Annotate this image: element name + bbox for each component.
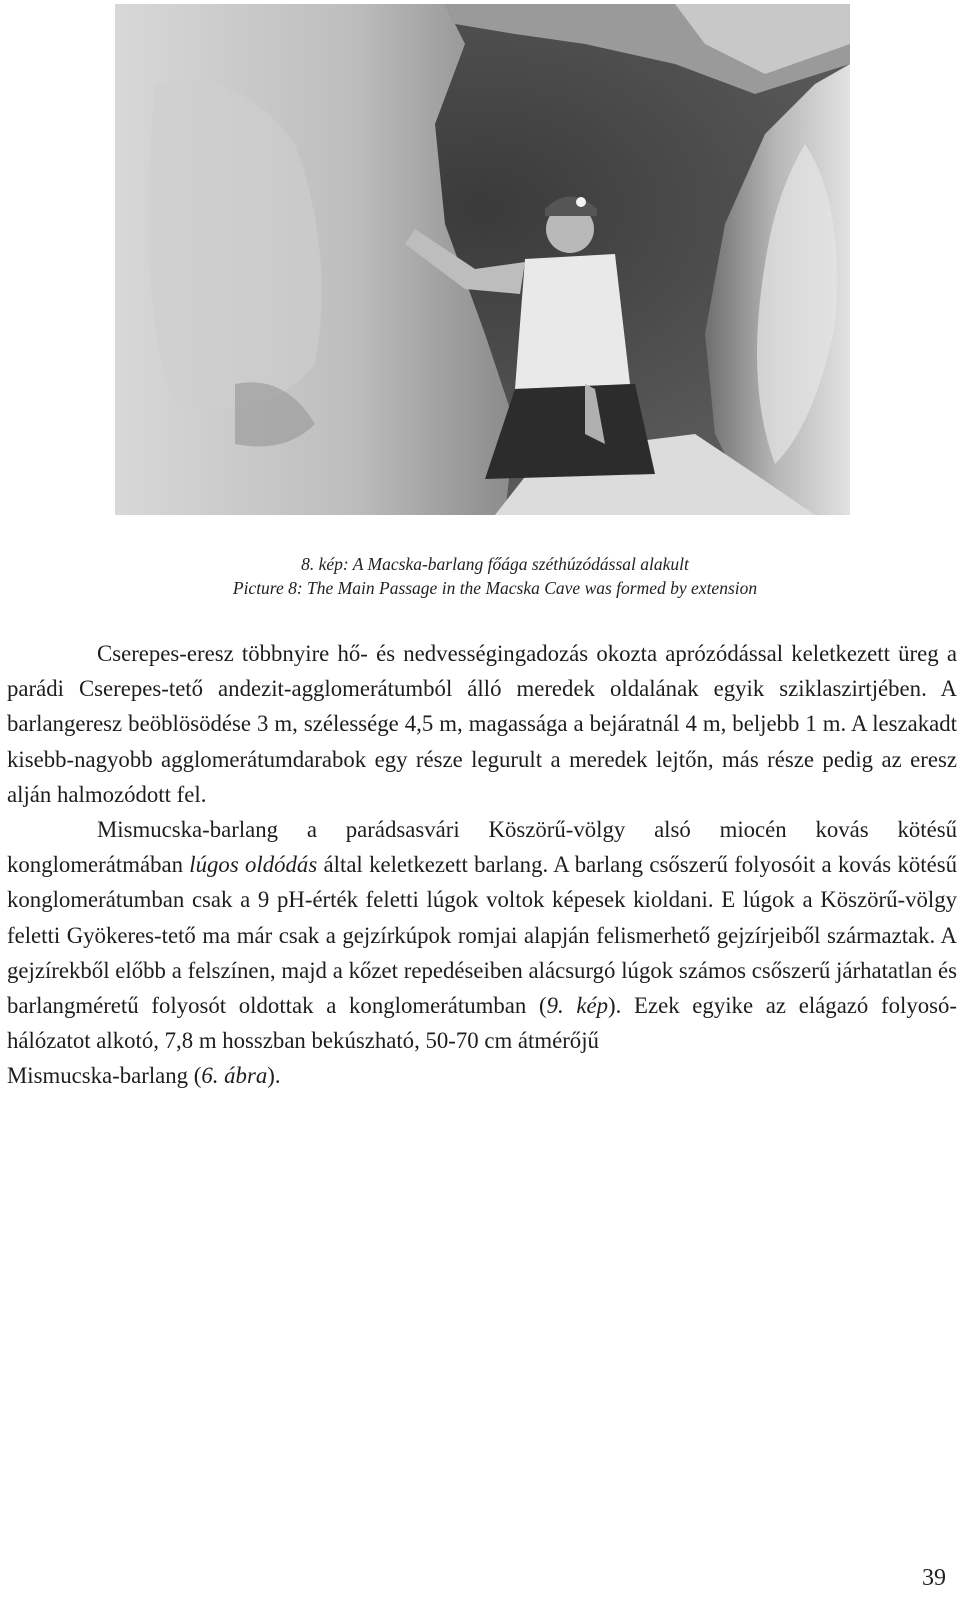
page-number: 39	[922, 1565, 946, 1591]
figure-caption	[0, 552, 960, 600]
paragraph2-text-5: ).	[267, 1063, 281, 1089]
paragraph-mismucska-barlang	[7, 812, 957, 1058]
paragraph2-text-3: ). Ezek egyike az elágazó folyosó-hálózatot alkotó, 7,8 m hosszban bekúszható, 50-70 cm átmérőjű	[7, 993, 958, 1054]
paragraph2-text-4: Mismucska-barlang (	[7, 1063, 202, 1089]
caption-hungarian: 8. kép: A Macska-barlang főága széthúzódással alakult	[301, 554, 689, 574]
cave-photo	[115, 4, 850, 515]
paragraph-cserepes-eresz: Cserepes-eresz többnyire hő- és nedvességingadozás okozta aprózódással keletkezett üreg a parádi Cserepes-tető andezit-agglomerátumból álló meredek oldalának egyik sziklaszirtjében. A barlangeresz beöblösödése 3 m, szélessége 4,5 m, magassága a bejáratnál 4 m, beljebb 1 m. A leszakadt kisebb-nagyobb agglomerátumdarabok egy része legurult a meredek lejtőn, más része pedig az eresz alján halmozódott fel.	[7, 641, 957, 807]
paragraph2-diagram-ref: 6. ábra	[201, 1063, 268, 1089]
paragraph2-figure-ref: 9. kép	[546, 993, 609, 1019]
caption-english: Picture 8: The Main Passage in the Macska Cave was formed by extension	[232, 578, 758, 598]
paragraph2-text-1: Mismucska-barlang a parádsasvári Köszörű-völgy alsó miocén kovás kötésű konglomerátmában	[7, 817, 957, 878]
paragraph2-emphasis-lugos: lúgos oldódás	[189, 852, 318, 878]
paragraph2-final-line	[7, 1058, 957, 1093]
cave-photo-image	[115, 4, 850, 515]
article-body	[7, 636, 957, 1094]
paragraph2-text-2: által keletkezett barlang. A barlang csőszerű folyosóit a kovás kötésű konglomerátumban csak a 9 pH-érték feletti lúgok voltok képesek kioldani. E lúgok a Köszörű-völgy feletti Gyökeres-tető ma már csak a gejzírkúpok romjai alapján felismerhető gejzírjeiből származtak. A gejzírekből előbb a felszínen, majd a kőzet repedéseiben alácsurgó lúgok számos csőszerű járhatatlan és barlangméretű folyosót oldottak a konglomerátumban (	[7, 852, 957, 1019]
